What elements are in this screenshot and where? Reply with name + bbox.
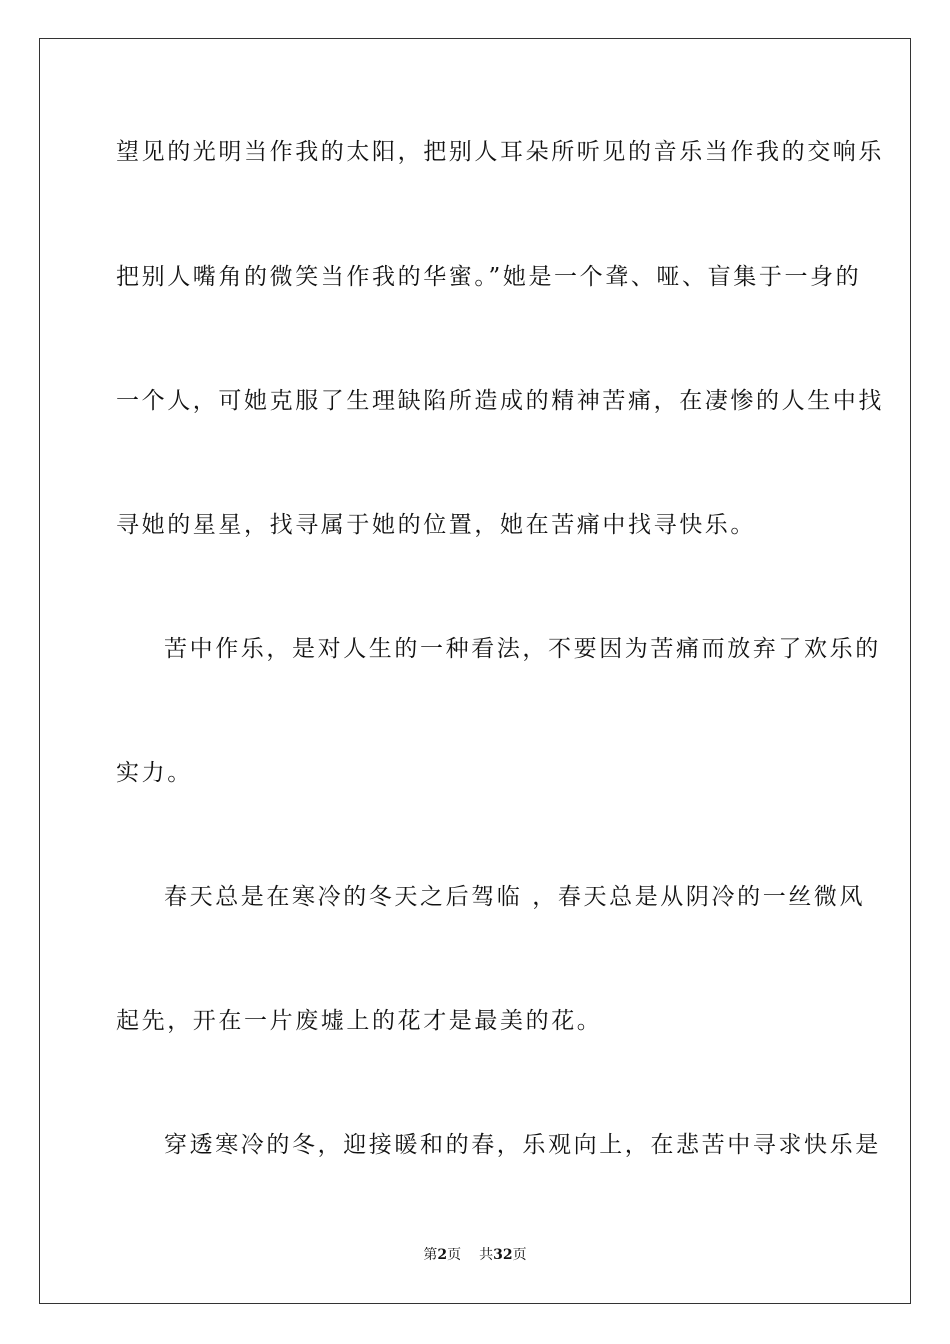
page-suffix: 页	[447, 1247, 462, 1263]
text-line-1: 望见的光明当作我的太阳，把别人耳朵所听见的音乐当作我的交响乐	[116, 139, 884, 165]
text-line-9: 穿透寒冷的冬，迎接暖和的春，乐观向上，在悲苦中寻求快乐是	[164, 1132, 881, 1158]
text-line-5: 苦中作乐，是对人生的一种看法，不要因为苦痛而放弃了欢乐的	[164, 636, 881, 662]
page-number: 2	[437, 1247, 448, 1263]
text-line-2: 把别人嘴角的微笑当作我的华蜜。”她是一个聋、哑、盲集于一身的	[116, 264, 862, 290]
text-line-8: 起先，开在一片废墟上的花才是最美的花。	[116, 1008, 603, 1034]
page-prefix: 第	[423, 1247, 438, 1263]
total-suffix: 页	[512, 1247, 527, 1263]
page-border	[39, 38, 911, 1304]
total-prefix: 共	[479, 1247, 494, 1263]
text-line-4: 寻她的星星，找寻属于她的位置，她在苦痛中找寻快乐。	[116, 512, 756, 538]
page-footer	[0, 1246, 950, 1264]
text-line-3: 一个人，可她克服了生理缺陷所造成的精神苦痛，在凄惨的人生中找	[116, 388, 884, 414]
total-pages: 32	[493, 1247, 513, 1263]
text-line-6: 实力。	[116, 760, 193, 786]
text-line-7: 春天总是在寒冷的冬天之后驾临 ，春天总是从阴冷的一丝微风	[164, 884, 866, 910]
